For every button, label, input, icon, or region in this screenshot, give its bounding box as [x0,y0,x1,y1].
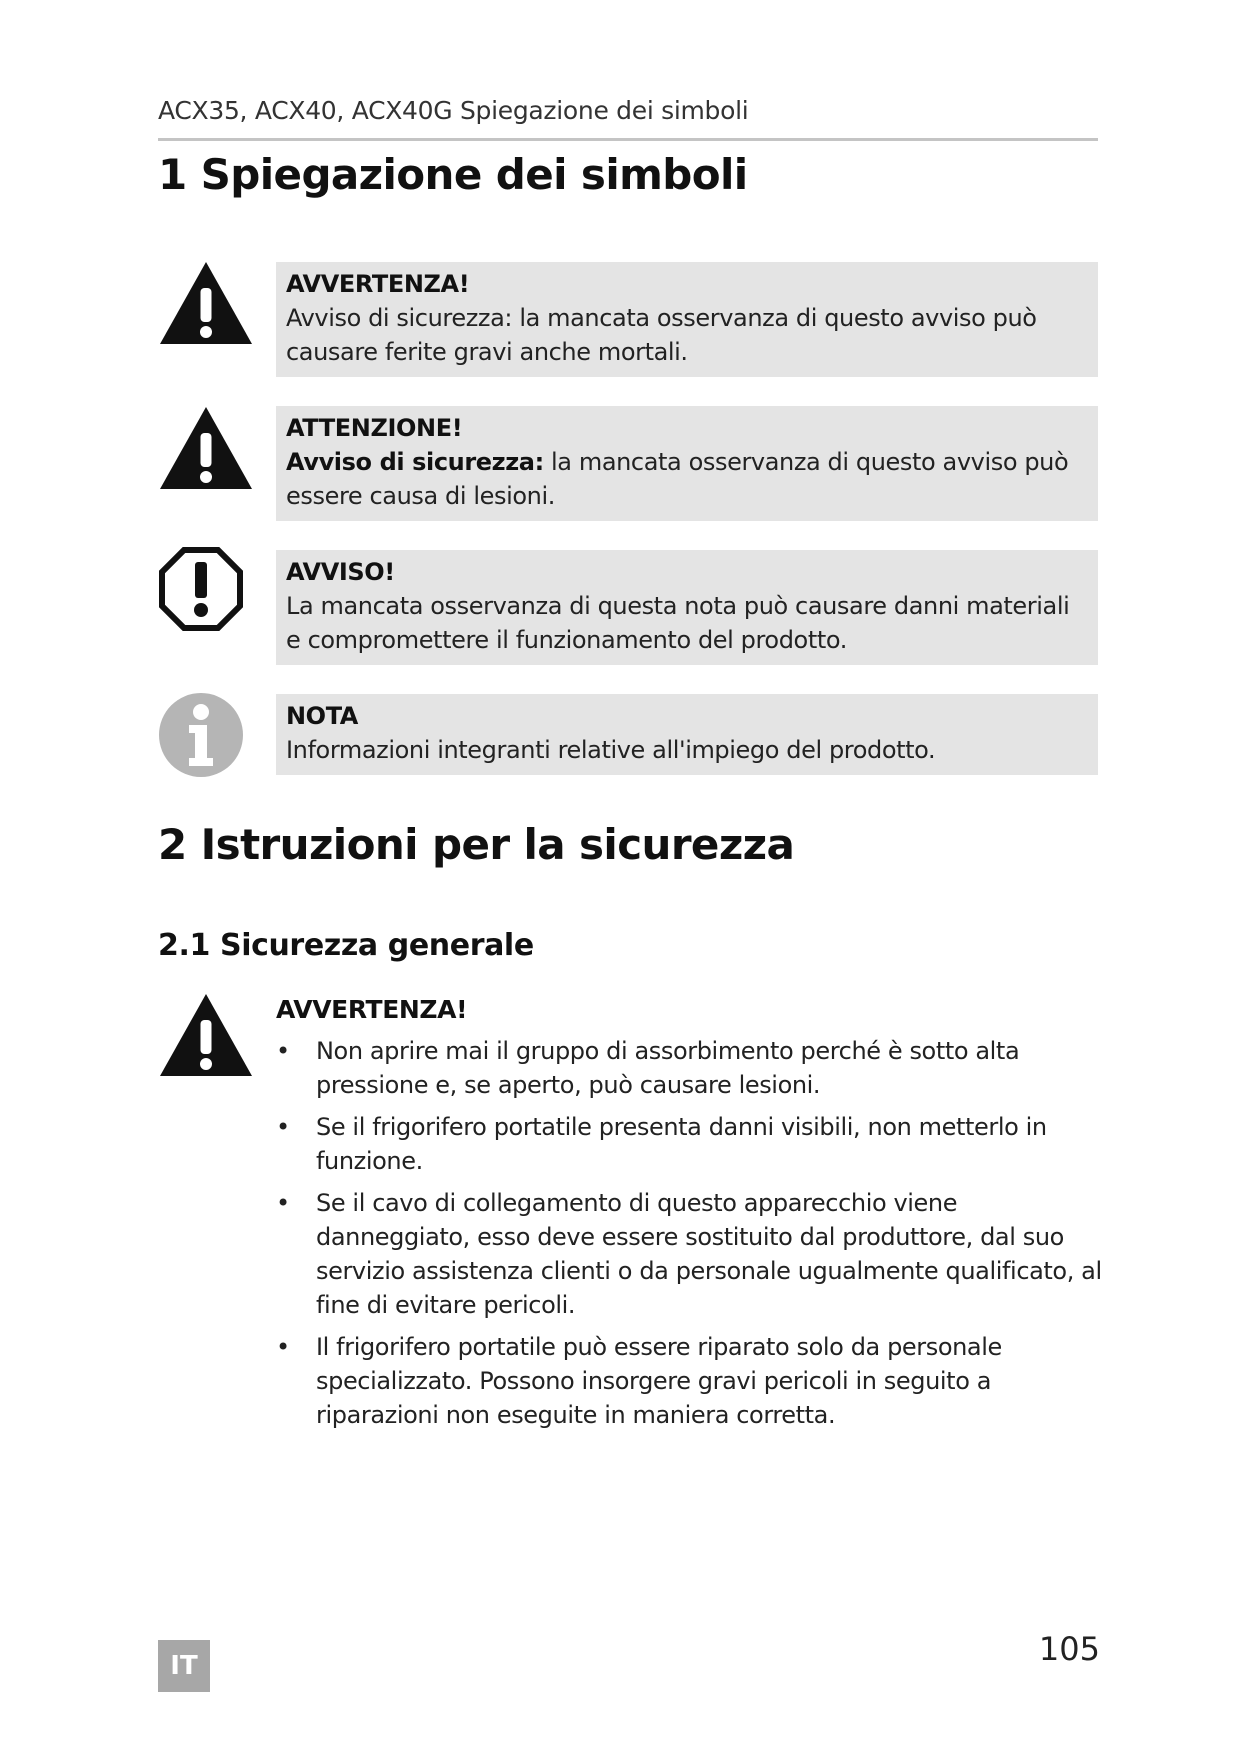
notice-title: ATTENZIONE! [286,414,463,442]
section-title-safety: 2 Istruzioni per la sicurezza [158,820,795,869]
notice-title: AVVERTENZA! [286,270,470,298]
section-title-symbols: 1 Spiegazione dei simboli [158,150,748,199]
caution-triangle-icon [158,403,254,493]
notice-text: Informazioni integranti relative all'impiego del prodotto. [286,736,936,764]
notice-title: NOTA [286,702,358,730]
notice-caution-box [276,406,1098,521]
page-number: 105 [1038,1630,1100,1668]
language-badge: IT [158,1640,210,1692]
notice-text: La mancata osservanza di questa nota può causare danni materiali e compromettere il funzionamento del prodotto. [286,592,1070,654]
notice-note-box [276,694,1098,775]
warning-list [276,1034,1106,1432]
notice-notice-box [276,550,1098,665]
running-header: ACX35, ACX40, ACX40G Spiegazione dei simboli [158,96,749,125]
info-circle-icon [158,692,244,778]
warning-triangle-icon [158,990,254,1080]
header-divider [158,138,1098,141]
warning-title: AVVERTENZA! [276,995,468,1024]
notice-body: la mancata osservanza di questo avviso può essere causa di lesioni. [286,448,1069,510]
notice-text: Avviso di sicurezza: la mancata osservanza di questo avviso può causare ferite gravi anche mortali. [286,304,1037,366]
notice-lead: Avviso di sicurezza: [286,448,544,476]
general-safety-warning [276,995,1106,1440]
warning-triangle-icon [158,258,254,348]
notice-text [286,445,1088,513]
list-item: • Il frigorifero portatile può essere riparato solo da personale specializzato. Possono insorgere gravi pericoli in seguito a riparazioni non eseguite in maniera corretta. [276,1333,1002,1429]
list-item: • Non aprire mai il gruppo di assorbimento perché è sotto alta pressione e, se aperto, può causare lesioni. [276,1037,1020,1099]
list-item: • Se il cavo di collegamento di questo apparecchio viene danneggiato, esso deve essere sostituito dal produttore, dal suo servizio assistenza clienti o da personale ugualmente qualificato, al fine di evitare pericoli. [276,1189,1102,1319]
list-item: • Se il frigorifero portatile presenta danni visibili, non metterlo in funzione. [276,1113,1047,1175]
notice-warning-box [276,262,1098,377]
notice-title: AVVISO! [286,558,395,586]
subsection-title-general-safety: 2.1 Sicurezza generale [158,928,534,963]
notice-octagon-icon [158,546,244,632]
